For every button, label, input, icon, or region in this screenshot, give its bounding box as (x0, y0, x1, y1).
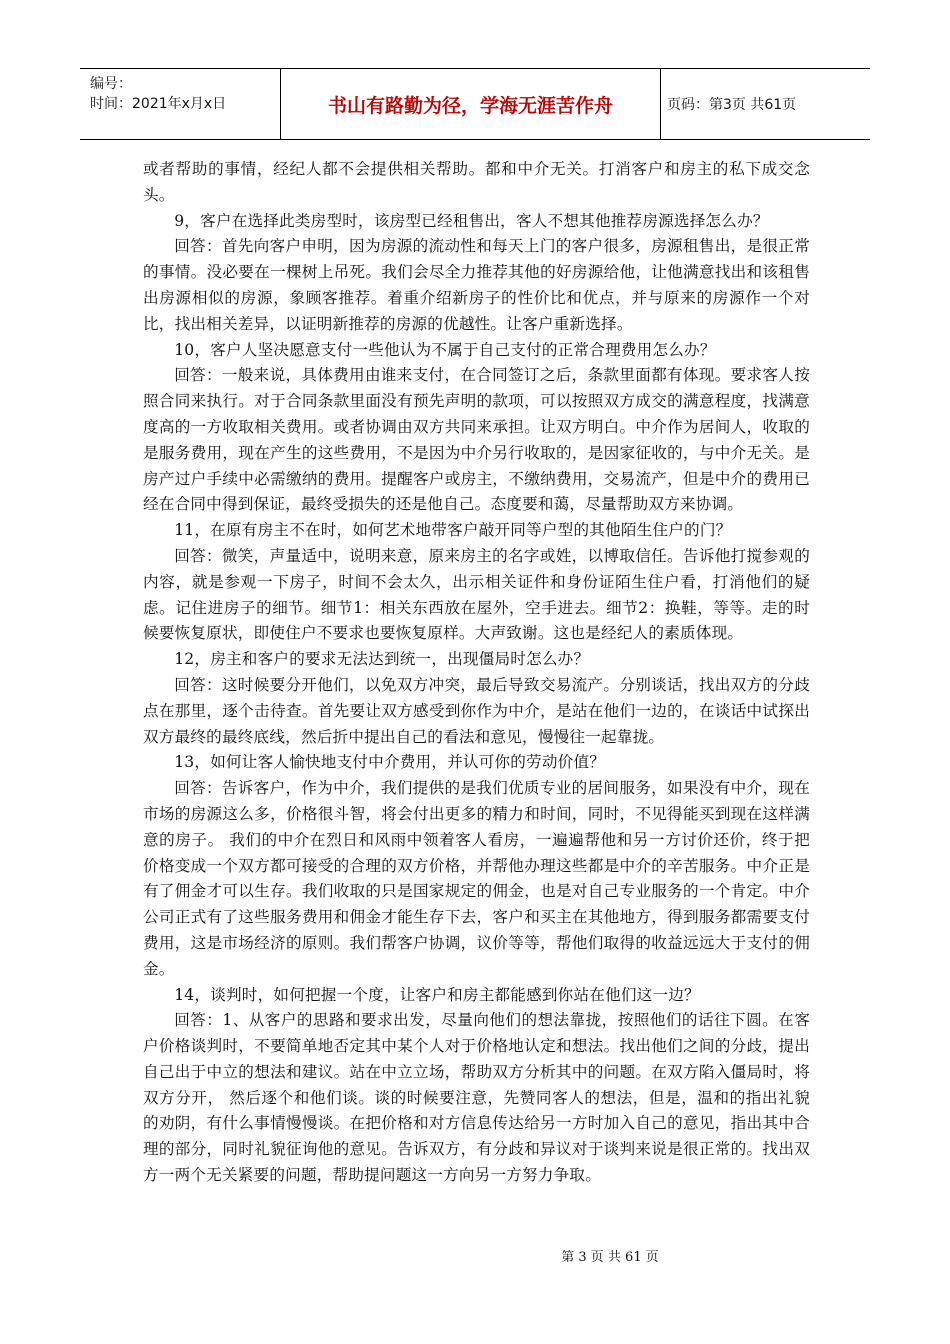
paragraph-answer: 回答：微笑，声量适中，说明来意，原来房主的名字或姓，以博取信任。告诉他打搅参观的内容，就是参观一下房子，时间不会太久，出示相关证件和身份证陌生住户看，打消他们的疑虑。记住进房子的细节。细节1：相关东西放在屋外，空手进去。细节2：换鞋，等等。走的时候要恢复原状，即使住户不要求也要恢复原样。大声致谢。这也是经纪人的素质体现。 (143, 546, 810, 643)
page-header (80, 68, 870, 140)
page-footer: 第 3 页 共 61 页 (561, 1250, 659, 1265)
paragraph-question: 9，客户在选择此类房型时，该房型已经租售出，客人不想其他推荐房源选择怎么办？ (174, 211, 769, 230)
header-motto: 书山有路勤为径，学海无涯苦作舟 (281, 69, 661, 139)
paragraph-answer: 回答：告诉客户，作为中介，我们提供的是我们优质专业的居间服务，如果没有中介，现在市场的房源这么多，价格很斗智，将会付出更多的精力和时间，同时，不见得能买到现在这样满意的房子。 我们的中介在烈日和风雨中领着客人看房，一遍遍帮他和另一方讨价还价，终于把价格变成一个双方都可接受的合理的双方价格，并帮他办理这些都是中介的辛苦服务。中介正是有了佣金才可以生存。我们收取的只是国家规定的佣金，也是对自己专业服务的一个肯定。中介公司正式有了这些服务费用和佣金才能生存下去，客户和买主在其他地方，得到服务都需要支付费用，这是市场经济的原则。我们帮客户协调，议价等等，帮他们取得的收益远远大于支付的佣金。 (143, 779, 810, 978)
document-time-label: 时间：2021年x月x日 (90, 96, 227, 112)
header-meta (80, 69, 281, 139)
paragraph-answer: 回答：这时候要分开他们，以免双方冲突，最后导致交易流产。分别谈话，找出双方的分歧点在那里，逐个击待查。首先要让双方感受到你作为中介，是站在他们一边的，在谈话中试探出双方最终的最终底线，然后折中提出自己的看法和意见，慢慢往一起靠拢。 (143, 675, 810, 746)
paragraph-question: 10，客户人坚决愿意支付一些他认为不属于自己支付的正常合理费用怎么办？ (174, 340, 716, 359)
paragraph: 或者帮助的事情，经纪人都不会提供相关帮助。都和中介无关。打消客户和房主的私下成交念头。 (143, 160, 810, 204)
paragraph-answer: 回答：一般来说，具体费用由谁来支付，在合同签订之后，条款里面都有体现。要求客人按照合同来执行。对于合同条款里面没有预先声明的款项，可以按照双方成交的满意程度，找满意度高的一方收取相关费用。或者协调由双方共同来承担。让双方明白。中介作为居间人，收取的是服务费用，现在产生的这些费用，不是因为中介另行收取的，是因家征收的，与中介无关。是房产过户手续中必需缴纳的费用。提醒客户或房主，不缴纳费用，交易流产，但是中介的费用已经在合同中得到保证，最终受损失的还是他自己。态度要和蔼，尽量帮助双方来协调。 (143, 366, 810, 514)
paragraph-question: 11，在原有房主不在时，如何艺术地带客户敲开同等户型的其他陌生住户的门？ (174, 521, 732, 540)
paragraph-question: 12，房主和客户的要求无法达到统一，出现僵局时怎么办？ (174, 650, 590, 669)
paragraph-answer: 回答：1、从客户的思路和要求出发，尽量向他们的想法靠拢，按照他们的话往下圆。在客户价格谈判时，不要简单地否定其中某个人对于价格地认定和想法。找出他们之间的分歧，提出自己出于中立的想法和建议。站在中立立场，帮助双方分析其中的问题。在双方陷入僵局时，将双方分开， 然后逐个和他们谈。谈的时候要注意，先赞同客人的想法，但是，温和的指出礼貌的劝阴，有什么事情慢慢谈。在把价格和对方信息传达给另一方时加入自己的意见，指出其中合理的部分，同时礼貌征询他的意见。告诉双方，有分歧和异议对于谈判来说是很正常的。找出双方一两个无关紧要的问题，帮助提问题这一方向另一方努力争取。 (143, 1011, 810, 1185)
paragraph-question: 14，谈判时，如何把握一个度，让客户和房主都能感到你站在他们这一边？ (174, 985, 700, 1004)
paragraph-question: 13，如何让客人愉快地支付中介费用，并认可你的劳动价值？ (174, 753, 606, 772)
document-body (143, 157, 810, 1189)
document-number-label: 编号： (90, 76, 132, 92)
paragraph-answer: 回答：首先向客户申明，因为房源的流动性和每天上门的客户很多，房源租售出，是很正常的事情。没必要在一棵树上吊死。我们会尽全力推荐其他的好房源给他，让他满意找出和该租售出房源相似的房源，象顾客推荐。着重介绍新房子的性价比和优点，并与原来的房源作一个对比，找出相关差异，以证明新推荐的房源的优越性。让客户重新选择。 (143, 237, 810, 333)
header-page-info: 页码：第3页 共61页 (667, 97, 797, 113)
